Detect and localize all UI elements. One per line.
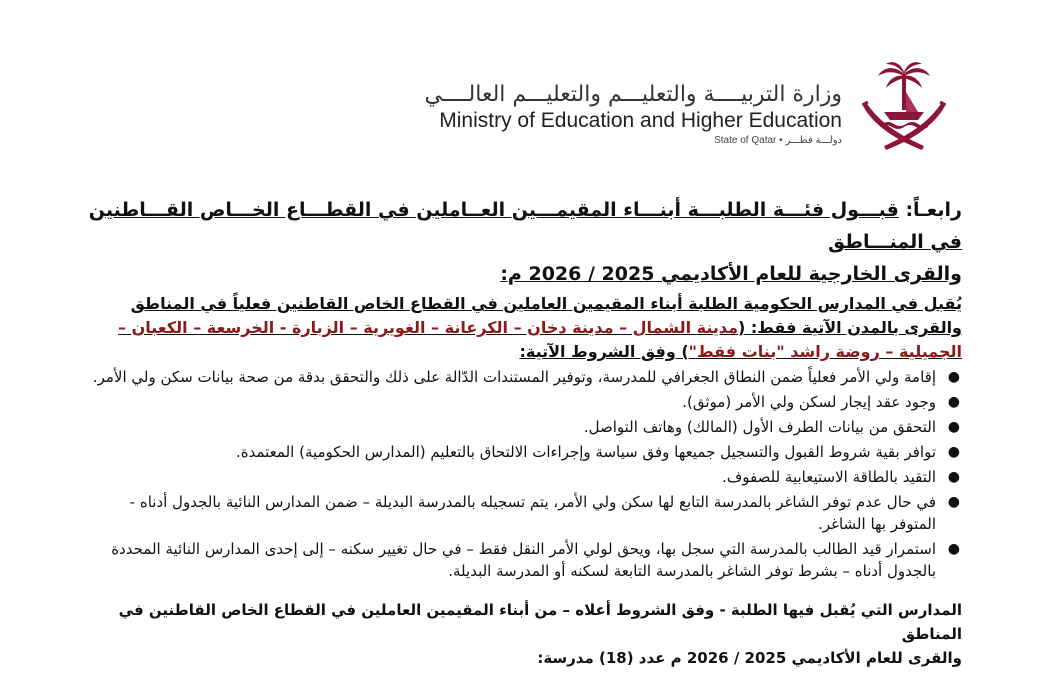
- ministry-name-arabic: وزارة التربيــــة والتعليـــم والتعليـــم العالــــي: [424, 82, 842, 107]
- state-of-qatar-label: State of Qatar • دولـــة قطـــر: [714, 135, 842, 146]
- list-item: ● إقامة ولي الأمر فعلياً ضمن النطاق الجغرافي للمدرسة، وتوفير المستندات الدّالة على ذلك والتحقق بدقة من صحة بيانات سكن ولي الأمر.: [92, 368, 960, 386]
- condition-text: التقيد بالطاقة الاستيعابية للصفوف.: [721, 468, 936, 486]
- condition-text: توافر بقية شروط القبول والتسجيل جميعها وفق سياسة وإجراءات الالتحاق بالتعليم (المدارس الحكومية) المعتمدة.: [235, 443, 936, 461]
- cities-list: مدينة الشمال – مدينة دخان – الكرعانة – الغويرية – الزبارة - الخرسعة – الكعبان – الجميلية – روضة راشد "بنات: [118, 318, 962, 361]
- schools-summary-line1: المدارس التي يُقبل فيها الطلبة - وفق الشروط أعلاه – من أبناء المقيمين العاملين في القطاع الخاص القاطنين في المناطق: [118, 601, 962, 643]
- qatar-emblem-icon: [856, 58, 952, 154]
- cities-list-end: فقط": [688, 342, 737, 361]
- condition-text: في حال عدم توفر الشاغر بالمدرسة التابع لها سكن ولي الأمر، يتم تسجيله بالمدرسة البديلة – ضمن المدارس النائية بالجدول أدناه - المتوفر بها الشاغر.: [129, 493, 936, 533]
- condition-text: إقامة ولي الأمر فعلياً ضمن النطاق الجغرافي للمدرسة، وتوفير المستندات الدّالة على ذلك والتحقق بدقة من صحة بيانات سكن ولي الأمر.: [92, 368, 936, 386]
- list-item: ● التحقق من بيانات الطرف الأول (المالك) وهاتف التواصل.: [583, 418, 960, 436]
- intro-start: فقط: (: [738, 318, 797, 337]
- list-item: ● وجود عقد إيجار لسكن ولي الأمر (موثق).: [682, 393, 960, 411]
- schools-summary-line2: والقرى للعام الأكاديمي 2025 / 2026 م عدد (18) مدرسة:: [537, 649, 962, 667]
- intro-text: يُقبل في المدارس الحكومية الطلبة أبناء المقيمين العاملين في القطاع الخاص القاطنين فعلياً في المناطق والقرى بالمدن الآتية: [130, 294, 962, 337]
- ministry-name-block: [422, 82, 842, 146]
- list-item: ● توافر بقية شروط القبول والتسجيل جميعها وفق سياسة وإجراءات الالتحاق بالتعليم (المدارس الحكومية) المعتمدة.: [235, 443, 960, 461]
- section-title-line1: قبـــول فئـــة الطلبـــة أبنـــاء المقيمـــين العــاملين في القطـــاع الخـــاص القـــاطنين في المنـــاطق: [88, 199, 962, 253]
- section-heading: [84, 194, 962, 258]
- list-item: ● التقيد بالطاقة الاستيعابية للصفوف.: [721, 468, 960, 486]
- condition-text: التحقق من بيانات الطرف الأول (المالك) وهاتف التواصل.: [583, 418, 936, 436]
- list-item: ● في حال عدم توفر الشاغر بالمدرسة التابع لها سكن ولي الأمر، يتم تسجيله بالمدرسة البديلة – ضمن المدارس النائية بالجدول أدناه - المتوفر بها الشاغر.: [129, 493, 960, 533]
- schools-summary: [84, 598, 962, 670]
- section-title-line2: والقرى الخارجية للعام الأكاديمي 2025 / 2026 م:: [500, 263, 962, 285]
- list-item: ● استمرار قيد الطالب بالمدرسة التي سجل بها، ويحق لولي الأمر النقل فقط – في حال تغيير سكنه – إلى إحدى المدارس النائية المحددة بالجدول أدناه – بشرط توفر الشاغر بالمدرسة التابعة لسكنه أو المدرسة البديلة.: [111, 540, 960, 580]
- section-heading-line2: [84, 258, 962, 290]
- conditions-list: [84, 366, 962, 582]
- intro-end: ) وفق الشروط الآتية:: [519, 342, 689, 361]
- intro-paragraph: [84, 292, 962, 364]
- ministry-name-english: Ministry of Education and Higher Education: [439, 109, 842, 132]
- condition-text: وجود عقد إيجار لسكن ولي الأمر (موثق).: [682, 393, 936, 411]
- section-prefix: رابعـاً:: [905, 199, 962, 221]
- document-body: [84, 194, 962, 670]
- condition-text: استمرار قيد الطالب بالمدرسة التي سجل بها، ويحق لولي الأمر النقل فقط – في حال تغيير سكنه – إلى إحدى المدارس النائية المحددة بالجدول أدناه – بشرط توفر الشاغر بالمدرسة التابعة لسكنه أو المدرسة البديلة.: [111, 540, 936, 580]
